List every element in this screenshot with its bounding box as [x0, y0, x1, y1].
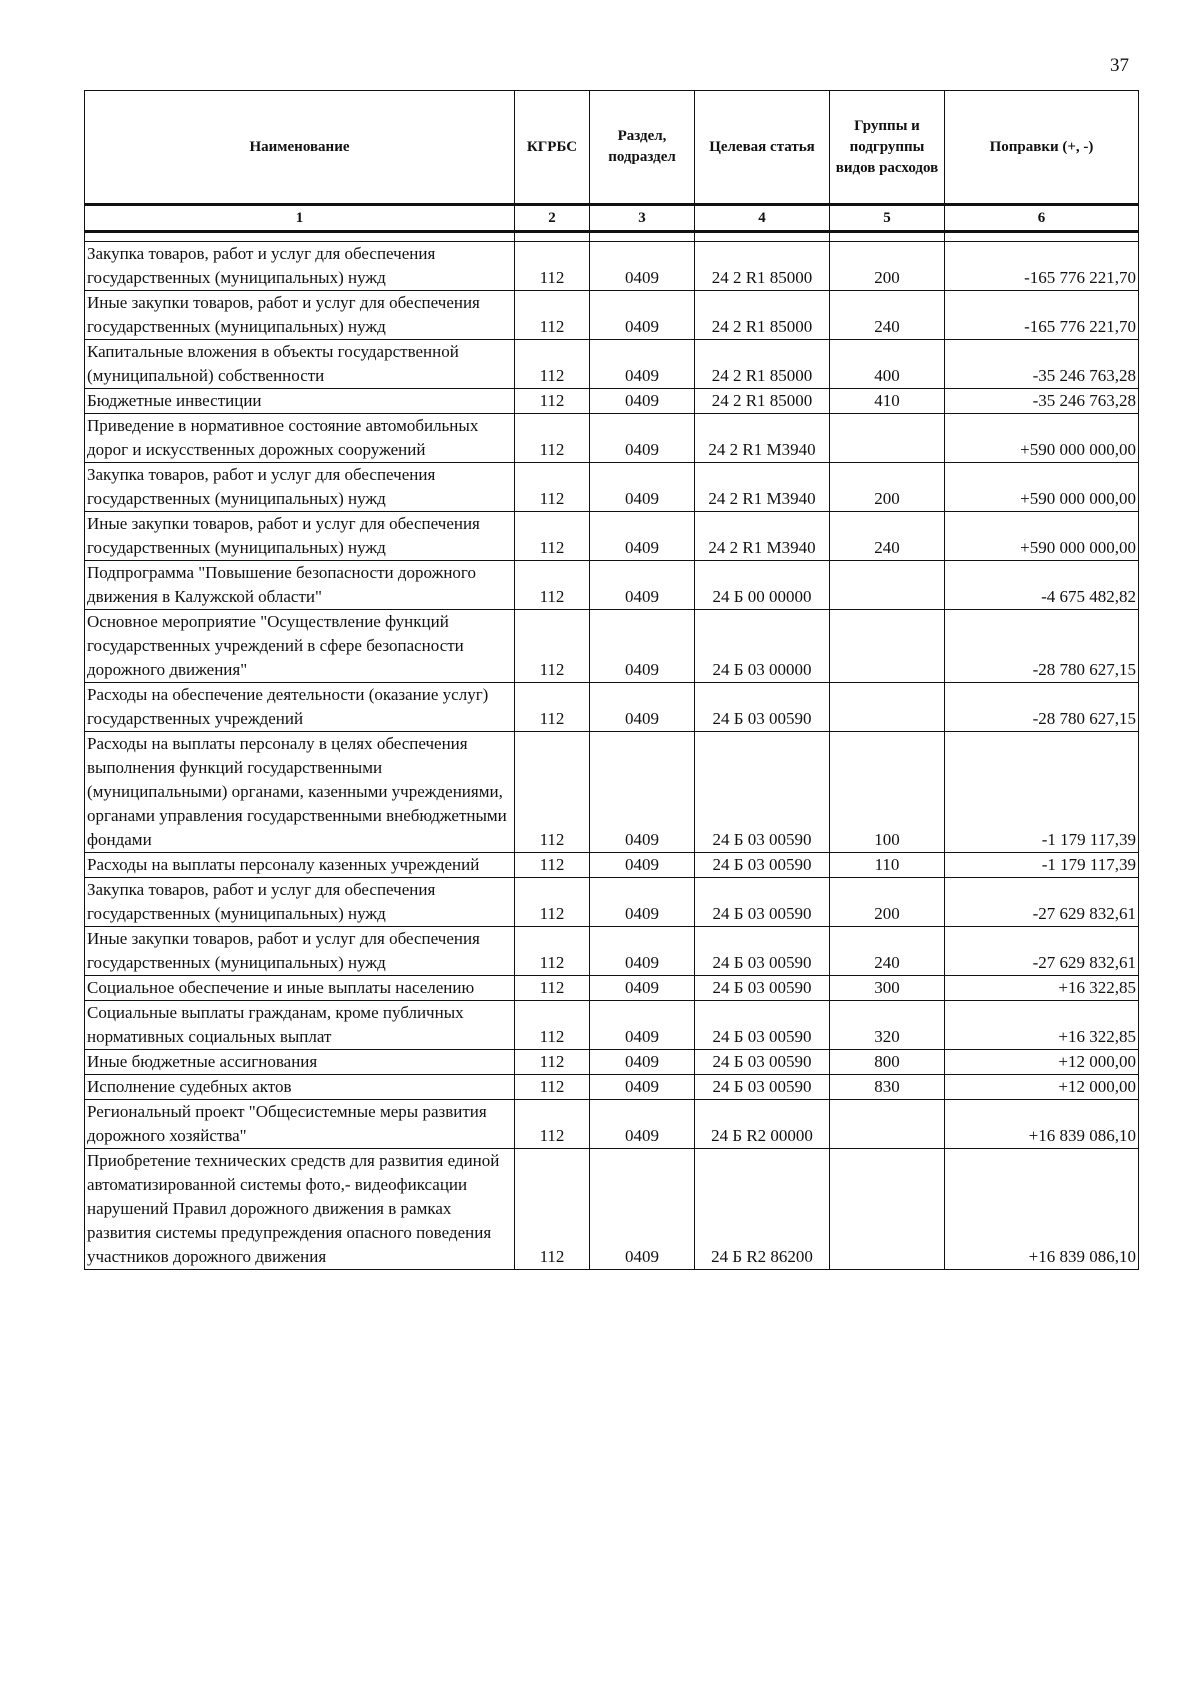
row-amount-cell: -1 179 117,39	[945, 732, 1139, 853]
row-name-cell: Иные закупки товаров, работ и услуг для обеспечения государственных (муниципальных) нужд	[85, 927, 515, 976]
row-amount-cell: +16 839 086,10	[945, 1100, 1139, 1149]
row-target-cell: 24 Б 03 00590	[695, 683, 830, 732]
table-row	[85, 1100, 1139, 1149]
row-name-cell: Иные закупки товаров, работ и услуг для обеспечения государственных (муниципальных) нужд	[85, 512, 515, 561]
row-section-cell: 0409	[590, 927, 695, 976]
column-number: 4	[695, 205, 830, 232]
table-row	[85, 683, 1139, 732]
row-name-cell: Исполнение судебных актов	[85, 1075, 515, 1100]
row-target-cell: 24 2 R1 85000	[695, 242, 830, 291]
table-row	[85, 340, 1139, 389]
row-group-cell: 800	[830, 1050, 945, 1075]
row-name-cell: Основное мероприятие "Осуществление функций государственных учреждений в сфере безопасности дорожного движения"	[85, 610, 515, 683]
row-name-cell: Закупка товаров, работ и услуг для обеспечения государственных (муниципальных) нужд	[85, 242, 515, 291]
row-group-cell: 400	[830, 340, 945, 389]
row-target-cell: 24 Б 03 00590	[695, 927, 830, 976]
table-row	[85, 1001, 1139, 1050]
row-group-cell: 100	[830, 732, 945, 853]
row-target-cell: 24 Б R2 86200	[695, 1149, 830, 1270]
row-section-cell: 0409	[590, 340, 695, 389]
row-amount-cell: -1 179 117,39	[945, 853, 1139, 878]
row-section-cell: 0409	[590, 853, 695, 878]
row-section-cell: 0409	[590, 878, 695, 927]
row-section-cell: 0409	[590, 1100, 695, 1149]
row-name-cell: Региональный проект "Общесистемные меры развития дорожного хозяйства"	[85, 1100, 515, 1149]
row-kgrbs-cell: 112	[515, 610, 590, 683]
table-row	[85, 414, 1139, 463]
row-group-cell: 200	[830, 463, 945, 512]
row-section-cell: 0409	[590, 414, 695, 463]
table-row	[85, 1149, 1139, 1270]
table-row	[85, 976, 1139, 1001]
row-amount-cell: +12 000,00	[945, 1050, 1139, 1075]
row-group-cell: 200	[830, 242, 945, 291]
row-target-cell: 24 Б R2 00000	[695, 1100, 830, 1149]
row-section-cell: 0409	[590, 610, 695, 683]
header-section: Раздел, подраздел	[590, 91, 695, 205]
column-number: 3	[590, 205, 695, 232]
row-target-cell: 24 Б 03 00590	[695, 853, 830, 878]
row-target-cell: 24 2 R1 85000	[695, 389, 830, 414]
row-group-cell: 410	[830, 389, 945, 414]
row-name-cell: Капитальные вложения в объекты государственной (муниципальной) собственности	[85, 340, 515, 389]
row-kgrbs-cell: 112	[515, 1149, 590, 1270]
row-kgrbs-cell: 112	[515, 561, 590, 610]
row-kgrbs-cell: 112	[515, 340, 590, 389]
page-number: 37	[1110, 55, 1129, 76]
row-name-cell: Приведение в нормативное состояние автомобильных дорог и искусственных дорожных сооружений	[85, 414, 515, 463]
row-target-cell: 24 2 R1 M3940	[695, 463, 830, 512]
row-section-cell: 0409	[590, 1001, 695, 1050]
row-group-cell: 300	[830, 976, 945, 1001]
row-target-cell: 24 2 R1 85000	[695, 291, 830, 340]
row-group-cell	[830, 610, 945, 683]
row-section-cell: 0409	[590, 1050, 695, 1075]
row-name-cell: Социальное обеспечение и иные выплаты населению	[85, 976, 515, 1001]
row-kgrbs-cell: 112	[515, 512, 590, 561]
header-name: Наименование	[85, 91, 515, 205]
row-target-cell: 24 Б 03 00590	[695, 1075, 830, 1100]
table-row	[85, 927, 1139, 976]
row-group-cell: 200	[830, 878, 945, 927]
row-kgrbs-cell: 112	[515, 242, 590, 291]
header-target: Целевая статья	[695, 91, 830, 205]
row-section-cell: 0409	[590, 1075, 695, 1100]
row-section-cell: 0409	[590, 512, 695, 561]
table-row	[85, 1075, 1139, 1100]
table-row	[85, 610, 1139, 683]
row-section-cell: 0409	[590, 291, 695, 340]
row-kgrbs-cell: 112	[515, 927, 590, 976]
header-kgrbs: КГРБС	[515, 91, 590, 205]
row-amount-cell: -27 629 832,61	[945, 878, 1139, 927]
row-name-cell: Расходы на выплаты персоналу казенных учреждений	[85, 853, 515, 878]
row-amount-cell: +590 000 000,00	[945, 463, 1139, 512]
row-target-cell: 24 Б 03 00590	[695, 976, 830, 1001]
header-groups: Группы и подгруппы видов расходов	[830, 91, 945, 205]
table-row	[85, 512, 1139, 561]
row-kgrbs-cell: 112	[515, 683, 590, 732]
row-amount-cell: +590 000 000,00	[945, 414, 1139, 463]
row-kgrbs-cell: 112	[515, 878, 590, 927]
row-kgrbs-cell: 112	[515, 1075, 590, 1100]
table-row	[85, 732, 1139, 853]
row-section-cell: 0409	[590, 242, 695, 291]
row-target-cell: 24 Б 00 00000	[695, 561, 830, 610]
row-name-cell: Подпрограмма "Повышение безопасности дорожного движения в Калужской области"	[85, 561, 515, 610]
row-group-cell	[830, 414, 945, 463]
row-target-cell: 24 2 R1 M3940	[695, 512, 830, 561]
row-target-cell: 24 2 R1 85000	[695, 340, 830, 389]
row-amount-cell: -28 780 627,15	[945, 610, 1139, 683]
column-number: 5	[830, 205, 945, 232]
row-kgrbs-cell: 112	[515, 1050, 590, 1075]
row-section-cell: 0409	[590, 1149, 695, 1270]
row-name-cell: Расходы на выплаты персоналу в целях обеспечения выполнения функций государственными (муниципальными) органами, казенными учреждениями, органами управления государственными внебюджетными фондами	[85, 732, 515, 853]
row-amount-cell: -28 780 627,15	[945, 683, 1139, 732]
row-amount-cell: +16 322,85	[945, 1001, 1139, 1050]
row-amount-cell: -35 246 763,28	[945, 340, 1139, 389]
table-row	[85, 878, 1139, 927]
column-number: 6	[945, 205, 1139, 232]
row-kgrbs-cell: 112	[515, 389, 590, 414]
table-row	[85, 853, 1139, 878]
row-name-cell: Закупка товаров, работ и услуг для обеспечения государственных (муниципальных) нужд	[85, 463, 515, 512]
row-group-cell	[830, 1149, 945, 1270]
row-kgrbs-cell: 112	[515, 853, 590, 878]
row-target-cell: 24 Б 03 00000	[695, 610, 830, 683]
row-section-cell: 0409	[590, 561, 695, 610]
row-kgrbs-cell: 112	[515, 976, 590, 1001]
row-name-cell: Закупка товаров, работ и услуг для обеспечения государственных (муниципальных) нужд	[85, 878, 515, 927]
row-group-cell: 320	[830, 1001, 945, 1050]
row-group-cell: 830	[830, 1075, 945, 1100]
row-name-cell: Иные бюджетные ассигнования	[85, 1050, 515, 1075]
row-kgrbs-cell: 112	[515, 1100, 590, 1149]
column-number: 2	[515, 205, 590, 232]
row-kgrbs-cell: 112	[515, 463, 590, 512]
row-group-cell: 240	[830, 512, 945, 561]
table-row	[85, 463, 1139, 512]
row-section-cell: 0409	[590, 732, 695, 853]
row-amount-cell: -4 675 482,82	[945, 561, 1139, 610]
row-section-cell: 0409	[590, 389, 695, 414]
table-row	[85, 1050, 1139, 1075]
row-amount-cell: +12 000,00	[945, 1075, 1139, 1100]
table-row	[85, 561, 1139, 610]
row-group-cell	[830, 1100, 945, 1149]
row-amount-cell: -165 776 221,70	[945, 291, 1139, 340]
row-name-cell: Расходы на обеспечение деятельности (оказание услуг) государственных учреждений	[85, 683, 515, 732]
row-amount-cell: -35 246 763,28	[945, 389, 1139, 414]
row-amount-cell: +16 839 086,10	[945, 1149, 1139, 1270]
row-target-cell: 24 Б 03 00590	[695, 732, 830, 853]
row-amount-cell: -27 629 832,61	[945, 927, 1139, 976]
row-name-cell: Иные закупки товаров, работ и услуг для обеспечения государственных (муниципальных) нужд	[85, 291, 515, 340]
table-row	[85, 242, 1139, 291]
row-kgrbs-cell: 112	[515, 414, 590, 463]
row-group-cell	[830, 683, 945, 732]
row-group-cell	[830, 561, 945, 610]
budget-amendments-table	[84, 90, 1139, 1270]
row-amount-cell: +590 000 000,00	[945, 512, 1139, 561]
row-group-cell: 240	[830, 291, 945, 340]
row-amount-cell: +16 322,85	[945, 976, 1139, 1001]
row-amount-cell: -165 776 221,70	[945, 242, 1139, 291]
row-target-cell: 24 Б 03 00590	[695, 878, 830, 927]
column-number: 1	[85, 205, 515, 232]
row-kgrbs-cell: 112	[515, 291, 590, 340]
row-target-cell: 24 2 R1 M3940	[695, 414, 830, 463]
row-group-cell: 110	[830, 853, 945, 878]
row-section-cell: 0409	[590, 683, 695, 732]
row-section-cell: 0409	[590, 976, 695, 1001]
row-group-cell: 240	[830, 927, 945, 976]
row-target-cell: 24 Б 03 00590	[695, 1001, 830, 1050]
row-name-cell: Бюджетные инвестиции	[85, 389, 515, 414]
row-name-cell: Социальные выплаты гражданам, кроме публичных нормативных социальных выплат	[85, 1001, 515, 1050]
table-row	[85, 389, 1139, 414]
row-name-cell: Приобретение технических средств для развития единой автоматизированной системы фото,- видеофиксации нарушений Правил дорожного движения в рамках развития системы предупреждения опасного поведения участников дорожного движения	[85, 1149, 515, 1270]
header-changes: Поправки (+, -)	[945, 91, 1139, 205]
row-target-cell: 24 Б 03 00590	[695, 1050, 830, 1075]
table-row	[85, 291, 1139, 340]
row-section-cell: 0409	[590, 463, 695, 512]
row-kgrbs-cell: 112	[515, 732, 590, 853]
row-kgrbs-cell: 112	[515, 1001, 590, 1050]
table-body	[85, 242, 1139, 1270]
